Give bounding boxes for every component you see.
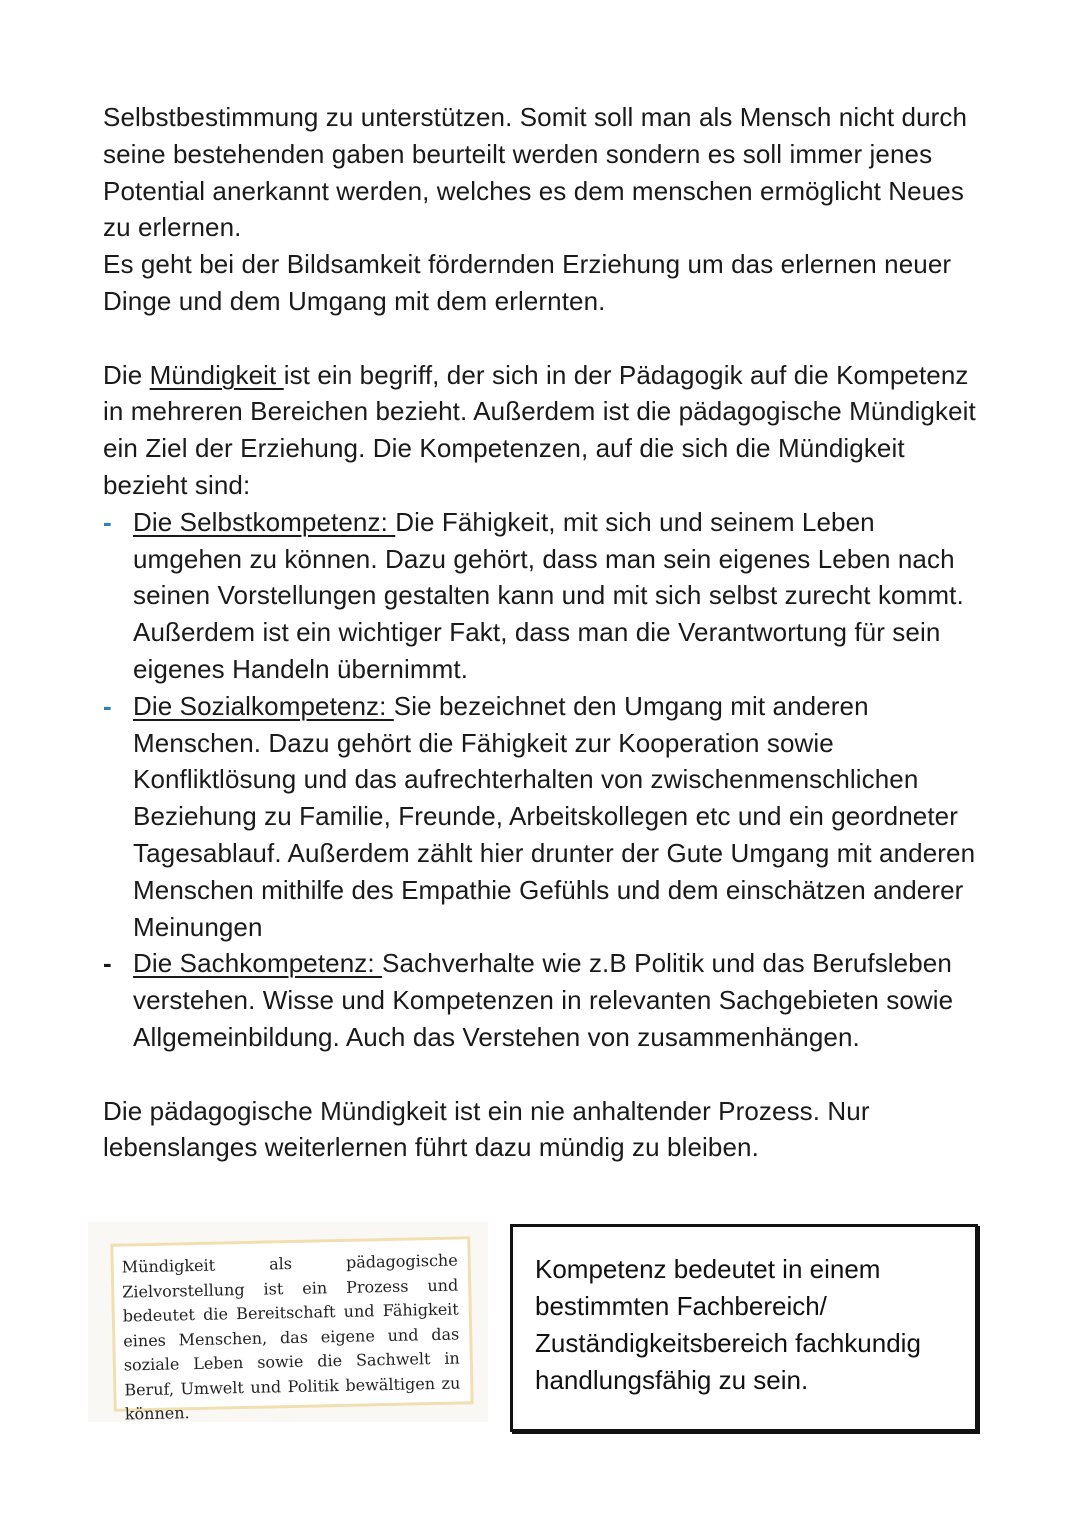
conclusion-paragraph: Die pädagogische Mündigkeit ist ein nie anhaltender Prozess. Nur lebenslanges weiterlernen führt dazu mündig zu bleiben. [103, 1095, 870, 1163]
kompetenzen-list [103, 504, 983, 1056]
list-item-sachkompetenz [103, 945, 983, 1055]
muendigkeit-lead: Die [103, 359, 150, 390]
intro-paragraph-1: Selbstbestimmung zu unterstützen. Somit soll man als Mensch nicht durch seine bestehenden gaben beurteilt werden sondern es soll immer jenes Potential anerkannt werden, welches es dem menschen ermöglicht Neues zu erlernen. [103, 102, 968, 243]
list-item-sozialkompetenz [103, 688, 983, 946]
dash-bullet-icon: - [103, 948, 112, 979]
intro-paragraph-2: Es geht bei der Bildsamkeit fördernden Erziehung um das erlernen neuer Dinge und dem Umgang mit dem erlernten. [103, 249, 952, 316]
paragraph-spacer [103, 320, 983, 357]
paragraph-spacer [103, 1056, 983, 1093]
dash-bullet-icon: - [103, 690, 112, 721]
textbook-quote-excerpt: Mündigkeit als pädagogische Zielvorstellung ist ein Prozess und bedeutet die Bereitschaft und Fähigkeit eines Menschen, das eigene und das soziale Leben sowie die Sachwelt in Beruf, Umwelt und Politik bewältigen zu können. [110, 1236, 473, 1412]
document-body [103, 99, 983, 1166]
muendigkeit-text: ist ein begriff, der sich in der Pädagogik auf die Kompetenz in mehreren Bereichen bezieht. Außerdem ist die pädagogische Mündigkeit ein Ziel der Erziehung. Die Kompetenzen, auf die sich die Mündigkeit bezieht sind: [103, 359, 976, 500]
sachkompetenz-term: Die Sachkompetenz: [133, 948, 383, 979]
muendigkeit-paragraph [103, 357, 983, 504]
sozialkompetenz-term: Die Sozialkompetenz: [133, 690, 394, 721]
sachkompetenz-text: Sachverhalte wie z.B Politik und das Berufsleben verstehen. Wisse und Kompetenzen in relevanten Sachgebieten sowie Allgemeinbildung. Auch das Verstehen von zusammenhängen. [133, 948, 954, 1052]
kompetenz-definition-box: Kompetenz bedeutet in einem bestimmten Fachbereich/ Zuständigkeitsbereich fachkundig handlungsfähig zu sein. [510, 1224, 978, 1432]
sozialkompetenz-text: Sie bezeichnet den Umgang mit anderen Menschen. Dazu gehört die Fähigkeit zur Kooperation sowie Konfliktlösung und das aufrechterhalten von zwischenmenschlichen Beziehung zu Familie, Freunde, Arbeitskollegen etc und ein geordneter Tagesablauf. Außerdem zählt hier drunter der Gute Umgang mit anderen Menschen mithilfe des Empathie Gefühls und dem einschätzen anderer Meinungen [133, 690, 976, 942]
muendigkeit-term: Mündigkeit [149, 359, 284, 390]
selbstkompetenz-term: Die Selbstkompetenz: [133, 506, 396, 537]
dash-bullet-icon: - [103, 506, 112, 537]
list-item-selbstkompetenz [103, 504, 983, 688]
selbstkompetenz-text: Die Fähigkeit, mit sich und seinem Leben umgehen zu können. Dazu gehört, dass man sein eigenes Leben nach seinen Vorstellungen gestalten kann und mit sich selbst zurecht kommt. Außerdem ist ein wichtiger Fakt, dass man die Verantwortung für sein eigenes Handeln übernimmt. [133, 506, 964, 684]
